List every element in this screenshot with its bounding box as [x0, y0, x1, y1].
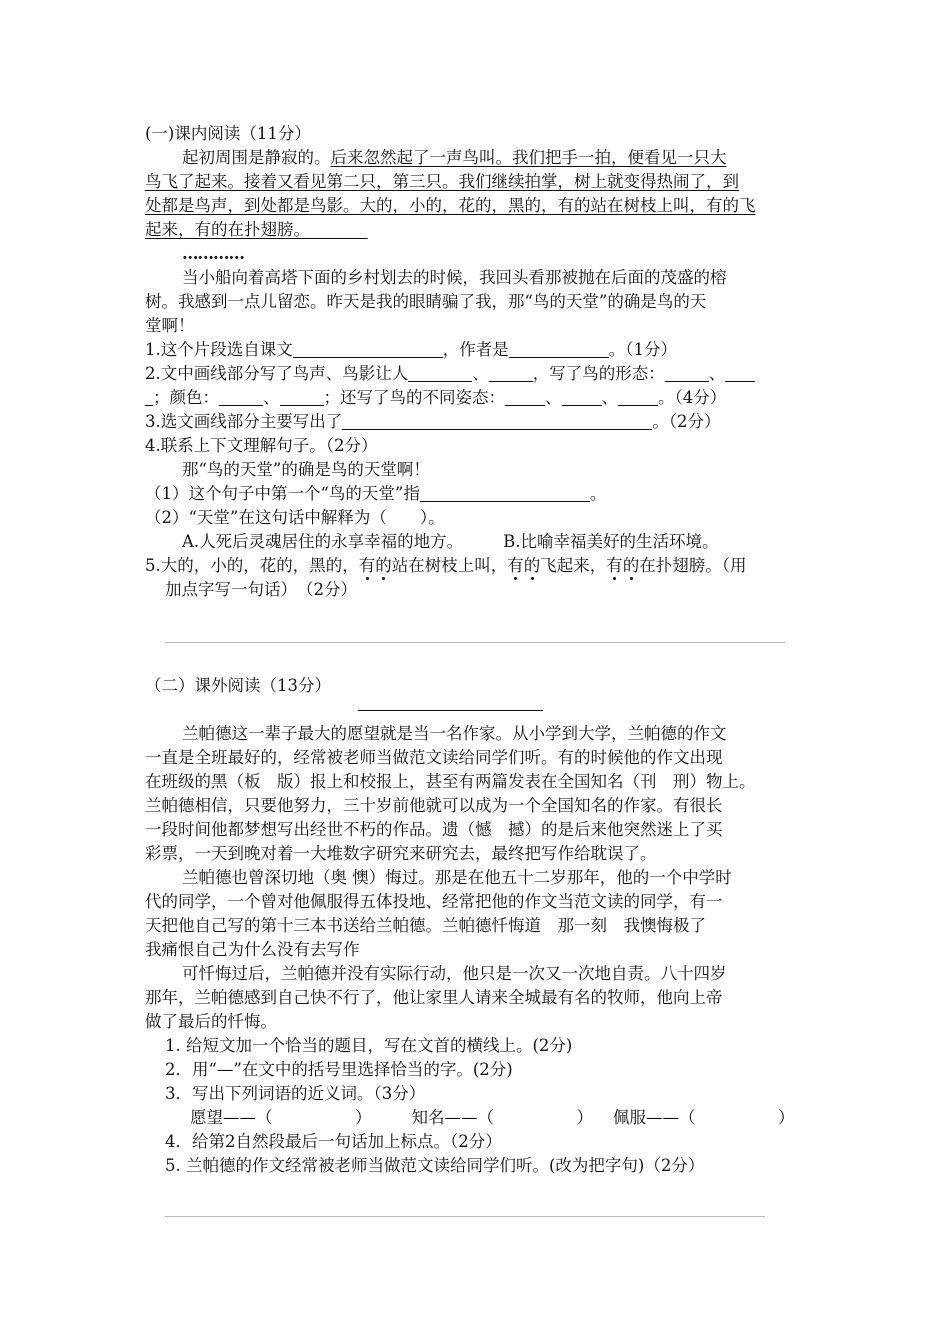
synonym-item[interactable]: 佩服——（ ） — [613, 1108, 795, 1127]
passage-line: 做了最后的忏悔。 — [145, 1012, 277, 1031]
question-3: 3．写出下列词语的近义词。（3分） — [165, 1084, 426, 1103]
passage-line: 一段时间他都梦想写出经世不朽的作品。遗（憾 撼）的是后来他突然迷上了买 — [145, 820, 723, 839]
title-line-row — [145, 698, 815, 722]
section2 — [145, 674, 815, 1178]
question-4: 4．给第2自然段最后一句话加上标点。（2分） — [165, 1132, 502, 1151]
title-blank[interactable] — [358, 710, 543, 711]
answer-blank[interactable] — [489, 364, 533, 382]
passage-line — [145, 218, 815, 242]
passage-line: 在班级的黑（板 版）报上和校报上，甚至有两篇发表在全国知名（刊 刑）物上。 — [145, 772, 756, 791]
option-a[interactable]: A.人死后灵魂居住的永享幸福的地方。 — [182, 532, 464, 551]
answer-blank[interactable] — [509, 340, 609, 358]
answer-blank[interactable] — [618, 388, 658, 406]
question-4-sub2: （2）“天堂”在这句话中解释为（ ）。 — [145, 508, 445, 527]
question-4-options — [145, 530, 815, 554]
dotted-word: 有的 — [507, 556, 541, 575]
question-1: 1. 给短文加一个恰当的题目，写在文首的横线上。(2分) — [165, 1036, 573, 1055]
passage-line: 代的同学，一个曾对他佩服得五体投地、经常把他的作文当范文读的同学，有一 — [145, 892, 723, 911]
underlined-text: 起来，有的在扑翅膀。 — [145, 220, 302, 239]
passage-line: 树。我感到一点儿留恋。昨天是我的眼睛骗了我，那“鸟的天堂”的确是鸟的天 — [145, 292, 707, 311]
answer-blank[interactable] — [280, 388, 324, 406]
ellipsis: ………… — [182, 244, 244, 263]
question-5: 5.大的，小的，花的，黑的，有的站在树枝上叫，有的飞起来，有的在扑翅膀。（用 — [145, 556, 747, 575]
question-5-cont: 加点字写一句话） （2分） — [165, 580, 357, 599]
question-2: 2.文中画线部分写了鸟声、鸟影让人 、 ，写了鸟的形态： 、 — [145, 362, 815, 386]
section1-heading: (一)课内阅读（11分） — [145, 124, 311, 143]
passage-line — [145, 170, 815, 194]
question-2: 2．用“—”在文中的括号里选择恰当的字。(2分) — [165, 1060, 513, 1079]
answer-blank[interactable] — [408, 364, 472, 382]
answer-blank[interactable] — [145, 388, 153, 406]
passage-line: 彩票，一天到晚对着一大堆数字研究来研究去，最终把写作给耽误了。 — [145, 844, 657, 863]
answer-blank[interactable] — [665, 364, 709, 382]
answer-blank[interactable] — [293, 340, 443, 358]
option-b[interactable]: B.比喻幸福美好的生活环境。 — [503, 532, 719, 551]
passage-line: 兰帕德相信，只要他努力，三十岁前他就可以成为一个全国知名的作家。有很长 — [145, 796, 723, 815]
quoted-sentence: 那“鸟的天堂”的确是鸟的天堂啊！ — [182, 460, 430, 479]
passage-line: 兰帕德也曾深切地（奥 懊）悔过。那是在他五十二岁那年，他的一个中学时 — [182, 868, 732, 887]
answer-blank[interactable] — [562, 388, 602, 406]
question-3: 3.选文画线部分主要写出了 。（2分） — [145, 412, 721, 431]
worksheet — [145, 122, 815, 602]
question-4: 4.联系上下文理解句子。（2分） — [145, 436, 378, 455]
dotted-word: 有的 — [606, 556, 640, 575]
synonym-item[interactable]: 愿望——（ ） — [190, 1108, 372, 1127]
underlined-text: 后来忽然起了一声鸟叫。我们把手一拍，便看见一只大 — [330, 148, 727, 167]
passage-line: 一直是全班最好的，经常被老师当做范文读给同学们听。有的时候他的作文出现 — [145, 748, 723, 767]
answer-blank[interactable] — [342, 412, 652, 430]
answer-blank[interactable] — [505, 388, 545, 406]
question-3-items — [145, 1106, 815, 1130]
passage-line: 堂啊！ — [145, 316, 195, 335]
passage-line — [145, 194, 815, 218]
passage-line: 我痛恨自己为什么没有去写作 — [145, 940, 360, 959]
question-1: 1.这个片段选自课文 ，作者是 。（1分） — [145, 340, 677, 359]
underlined-text: 鸟飞了起来。接着又看见第二只，第三只。我们继续拍掌，树上就变得热闹了，到 — [145, 172, 739, 191]
underlined-text: 处都是鸟声，到处都是鸟影。大的，小的，花的，黑的，有的站在树枝上叫，有的飞 — [145, 196, 756, 215]
passage-line: 天把他自己写的第十三本书送给兰帕德。兰帕德忏悔道 那一刻 我懊悔极了 — [145, 916, 706, 935]
passage-line: 起初周围是静寂的。后来忽然起了一声鸟叫。我们把手一拍，便看见一只大 — [182, 148, 727, 167]
synonym-item[interactable]: 知名——（ ） — [411, 1108, 593, 1127]
passage-line: 兰帕德这一辈子最大的愿望就是当一名作家。从小学到大学，兰帕德的作文 — [182, 724, 727, 743]
dotted-word: 有的 — [358, 556, 392, 575]
passage-line: 可忏悔过后，兰帕德并没有实际行动，他只是一次又一次地自责。八十四岁 — [182, 964, 727, 983]
answer-line[interactable] — [165, 642, 785, 643]
section2-heading: （二）课外阅读（13分） — [145, 676, 331, 695]
question-4-sub1: （1）这个句子中第一个“鸟的天堂”指 。 — [145, 484, 607, 503]
passage-line: 当小船向着高塔下面的乡村划去的时候，我回头看那被抛在后面的茂盛的榕 — [182, 268, 727, 287]
answer-line[interactable] — [165, 1216, 765, 1217]
answer-blank[interactable] — [420, 484, 590, 502]
question-2-cont: ；颜色： 、 ；还写了鸟的不同姿态： 、 、 。（4分） — [145, 386, 815, 410]
passage-line: 那年，兰帕德感到自己快不行了，他让家里人请来全城最有名的牧师，他向上帝 — [145, 988, 723, 1007]
answer-blank[interactable] — [219, 388, 263, 406]
answer-blank[interactable] — [725, 364, 755, 382]
question-5: 5. 兰帕德的作文经常被老师当做范文读给同学们听。(改为把字句)（2分） — [165, 1156, 705, 1175]
